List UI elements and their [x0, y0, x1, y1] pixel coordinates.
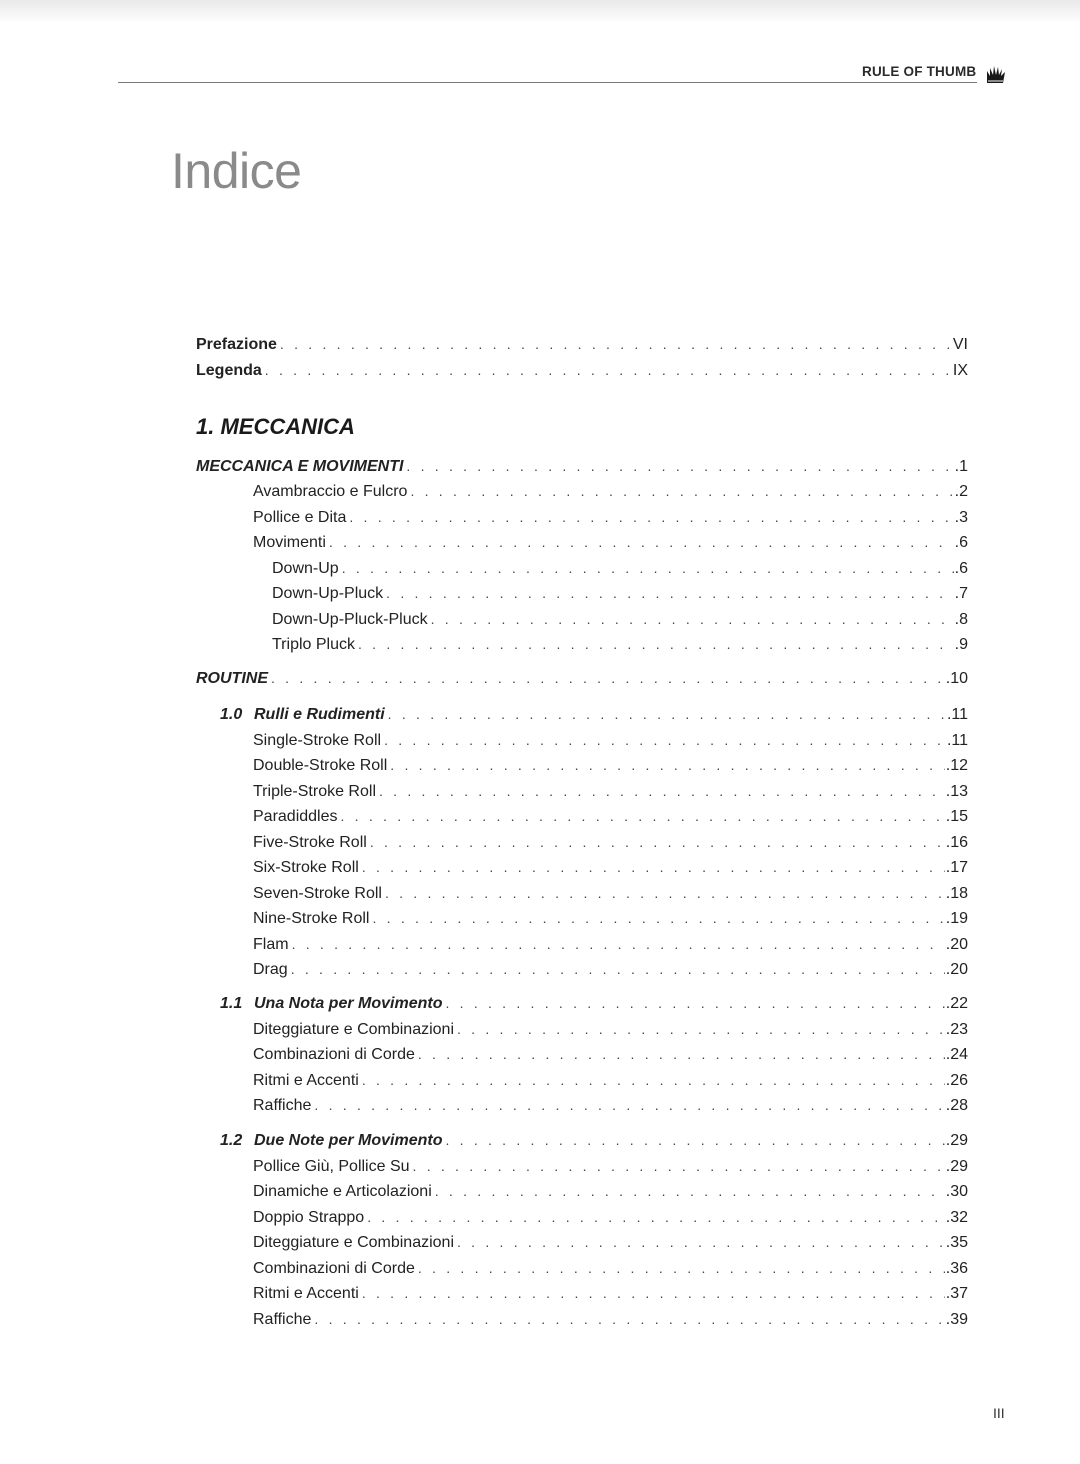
toc-page-number: .23: [945, 1021, 968, 1038]
toc-entry[interactable]: [253, 1042, 968, 1066]
toc-section-number: 1.1: [220, 995, 243, 1012]
toc-entry-label: Drag: [253, 961, 288, 978]
dot-leader: [314, 1093, 944, 1117]
dot-leader: [457, 1230, 945, 1254]
toc-entry[interactable]: [253, 728, 968, 752]
toc-entry-label: Ritmi e Accenti: [253, 1285, 359, 1302]
toc-entry-label: Diteggiature e Combinazioni: [253, 1021, 454, 1038]
toc-group-entry[interactable]: [220, 991, 968, 1015]
dot-leader: [410, 479, 953, 503]
toc-entry-label: Down-Up-Pluck-Pluck: [272, 611, 428, 628]
toc-entry[interactable]: [253, 1068, 968, 1092]
toc-entry-label: Pollice Giù, Pollice Su: [253, 1158, 410, 1175]
toc-entry-label: Down-Up: [272, 560, 339, 577]
toc-entry[interactable]: [253, 855, 968, 879]
dot-leader: [291, 957, 945, 981]
toc-page-number: IX: [952, 362, 968, 379]
toc-entry-label: Legenda: [196, 362, 262, 379]
toc-entry-label: Triple-Stroke Roll: [253, 783, 376, 800]
toc-page-number: .10: [945, 670, 968, 687]
toc-entry[interactable]: [253, 753, 968, 777]
toc-entry-label: Paradiddles: [253, 808, 338, 825]
toc-entry-label: Una Nota per Movimento: [254, 995, 443, 1012]
dot-leader: [349, 505, 953, 529]
toc-section-number: 1.2: [220, 1132, 243, 1149]
toc-entry[interactable]: [272, 556, 968, 580]
running-head: RULE OF THUMB: [862, 64, 977, 79]
toc-entry-label: Movimenti: [253, 534, 326, 551]
toc-entry-label: Nine-Stroke Roll: [253, 910, 370, 927]
toc-entry[interactable]: [272, 607, 968, 631]
toc-page-number: .3: [954, 509, 968, 526]
toc-page-number: .17: [945, 859, 968, 876]
toc-entry-label: Doppio Strappo: [253, 1209, 365, 1226]
toc-page-number: .26: [945, 1072, 968, 1089]
toc-entry[interactable]: [253, 1017, 968, 1041]
toc-page-number: .29: [945, 1132, 968, 1149]
dot-leader: [362, 855, 945, 879]
toc-entry[interactable]: [253, 906, 968, 930]
dot-leader: [265, 358, 952, 382]
toc-page-number: .9: [954, 636, 968, 653]
toc-entry-label: Avambraccio e Fulcro: [253, 483, 408, 500]
dot-leader: [435, 1179, 945, 1203]
dot-leader: [384, 728, 946, 752]
toc-entry[interactable]: [253, 1179, 968, 1203]
toc-page-number: .2: [954, 483, 968, 500]
toc-page-number: .11: [946, 732, 968, 749]
dot-leader: [362, 1281, 945, 1305]
toc-entry[interactable]: [253, 932, 968, 956]
dot-leader: [406, 454, 953, 478]
dot-leader: [445, 1128, 944, 1152]
toc-page-number: .20: [945, 961, 968, 978]
dot-leader: [280, 332, 952, 356]
toc-page-number: .11: [946, 706, 968, 723]
dot-leader: [341, 804, 945, 828]
toc-entry[interactable]: [253, 881, 968, 905]
toc-page-number: .22: [945, 995, 968, 1012]
dot-leader: [418, 1256, 945, 1280]
toc-page-number: .30: [945, 1183, 968, 1200]
toc-entry[interactable]: [253, 1307, 968, 1331]
toc-entry[interactable]: [253, 804, 968, 828]
toc-entry-label: Combinazioni di Corde: [253, 1046, 415, 1063]
chapter-heading: 1. MECCANICA: [196, 414, 355, 439]
toc-page-number: .13: [945, 783, 968, 800]
toc-entry-label: Prefazione: [196, 336, 277, 353]
toc-entry-label: Rulli e Rudimenti: [254, 706, 385, 723]
toc-entry-label: Raffiche: [253, 1097, 312, 1114]
dot-leader: [314, 1307, 944, 1331]
toc-entry-label: Five-Stroke Roll: [253, 834, 367, 851]
toc-page-number: .36: [945, 1260, 968, 1277]
dot-leader: [390, 753, 944, 777]
dot-leader: [372, 906, 944, 930]
dot-leader: [292, 932, 945, 956]
dot-leader: [388, 702, 946, 726]
toc-entry-legenda[interactable]: [196, 358, 968, 382]
toc-page-number: .32: [945, 1209, 968, 1226]
toc-page-number: .18: [945, 885, 968, 902]
toc-entry[interactable]: [272, 581, 968, 605]
toc-page-number: .37: [945, 1285, 968, 1302]
toc-entry[interactable]: [253, 479, 968, 503]
toc-entry-label: Six-Stroke Roll: [253, 859, 359, 876]
toc-section-number: 1.0: [220, 706, 243, 723]
dot-leader: [386, 581, 954, 605]
dot-leader: [367, 1205, 945, 1229]
toc-page-number: VI: [952, 336, 968, 353]
toc-entry-label: Down-Up-Pluck: [272, 585, 384, 602]
toc-page-number: .6: [954, 560, 968, 577]
toc-page-number: .8: [954, 611, 968, 628]
toc-entry[interactable]: [253, 1230, 968, 1254]
toc-page-number: .29: [945, 1158, 968, 1175]
toc-entry-label: Combinazioni di Corde: [253, 1260, 415, 1277]
toc-entry-label: Raffiche: [253, 1311, 312, 1328]
toc-entry[interactable]: [253, 830, 968, 854]
toc-page-number: .16: [945, 834, 968, 851]
toc-entry-label: ROUTINE: [196, 670, 268, 687]
toc-group-entry[interactable]: [220, 1128, 968, 1152]
toc-page-number: .20: [945, 936, 968, 953]
toc-page-number: .15: [945, 808, 968, 825]
toc-entry-label: Due Note per Movimento: [254, 1132, 443, 1149]
toc-entry[interactable]: [272, 632, 968, 656]
toc-page-number: .39: [945, 1311, 968, 1328]
toc-entry[interactable]: [253, 779, 968, 803]
toc-entry-label: Triplo Pluck: [272, 636, 355, 653]
toc-page-number: .1: [954, 458, 968, 475]
toc-entry-label: Ritmi e Accenti: [253, 1072, 359, 1089]
toc-entry-prefazione[interactable]: [196, 332, 968, 356]
toc-entry-label: Double-Stroke Roll: [253, 757, 388, 774]
dot-leader: [362, 1068, 945, 1092]
toc-page-number: .35: [945, 1234, 968, 1251]
dot-leader: [445, 991, 944, 1015]
header-rule: [118, 82, 977, 83]
toc-entry[interactable]: [253, 1281, 968, 1305]
page-title: Indice: [171, 143, 302, 199]
dot-leader: [379, 779, 945, 803]
toc-entry[interactable]: [253, 1154, 968, 1178]
book-logo-icon: [986, 64, 1006, 84]
toc-entry[interactable]: [253, 530, 968, 554]
toc-entry[interactable]: [253, 957, 968, 981]
toc-page-number: .12: [945, 757, 968, 774]
toc-page-number: .24: [945, 1046, 968, 1063]
toc-entry-label: Seven-Stroke Roll: [253, 885, 382, 902]
toc-page-number: .19: [945, 910, 968, 927]
toc-page-number: .7: [954, 585, 968, 602]
toc-page-number: .6: [954, 534, 968, 551]
page-number: III: [993, 1405, 1005, 1421]
toc-entry-label: MECCANICA E MOVIMENTI: [196, 458, 404, 475]
toc-entry[interactable]: [253, 1256, 968, 1280]
toc-entry-label: Single-Stroke Roll: [253, 732, 382, 749]
toc-entry-label: Dinamiche e Articolazioni: [253, 1183, 432, 1200]
dot-leader: [431, 607, 954, 631]
toc-section-meccanica[interactable]: [196, 454, 968, 478]
dot-leader: [329, 530, 954, 554]
toc-entry[interactable]: [253, 1205, 968, 1229]
page-top-shadow: [0, 0, 1080, 24]
toc-entry[interactable]: [253, 1093, 968, 1117]
dot-leader: [370, 830, 945, 854]
dot-leader: [342, 556, 954, 580]
toc-page-number: .28: [945, 1097, 968, 1114]
toc-group-entry[interactable]: [220, 702, 968, 726]
dot-leader: [413, 1154, 945, 1178]
dot-leader: [457, 1017, 945, 1041]
toc-entry-label: Pollice e Dita: [253, 509, 347, 526]
dot-leader: [385, 881, 945, 905]
toc-section-routine[interactable]: [196, 666, 968, 690]
dot-leader: [418, 1042, 945, 1066]
dot-leader: [358, 632, 954, 656]
toc-entry-label: Diteggiature e Combinazioni: [253, 1234, 454, 1251]
dot-leader: [271, 666, 945, 690]
toc-entry[interactable]: [253, 505, 968, 529]
toc-entry-label: Flam: [253, 936, 289, 953]
